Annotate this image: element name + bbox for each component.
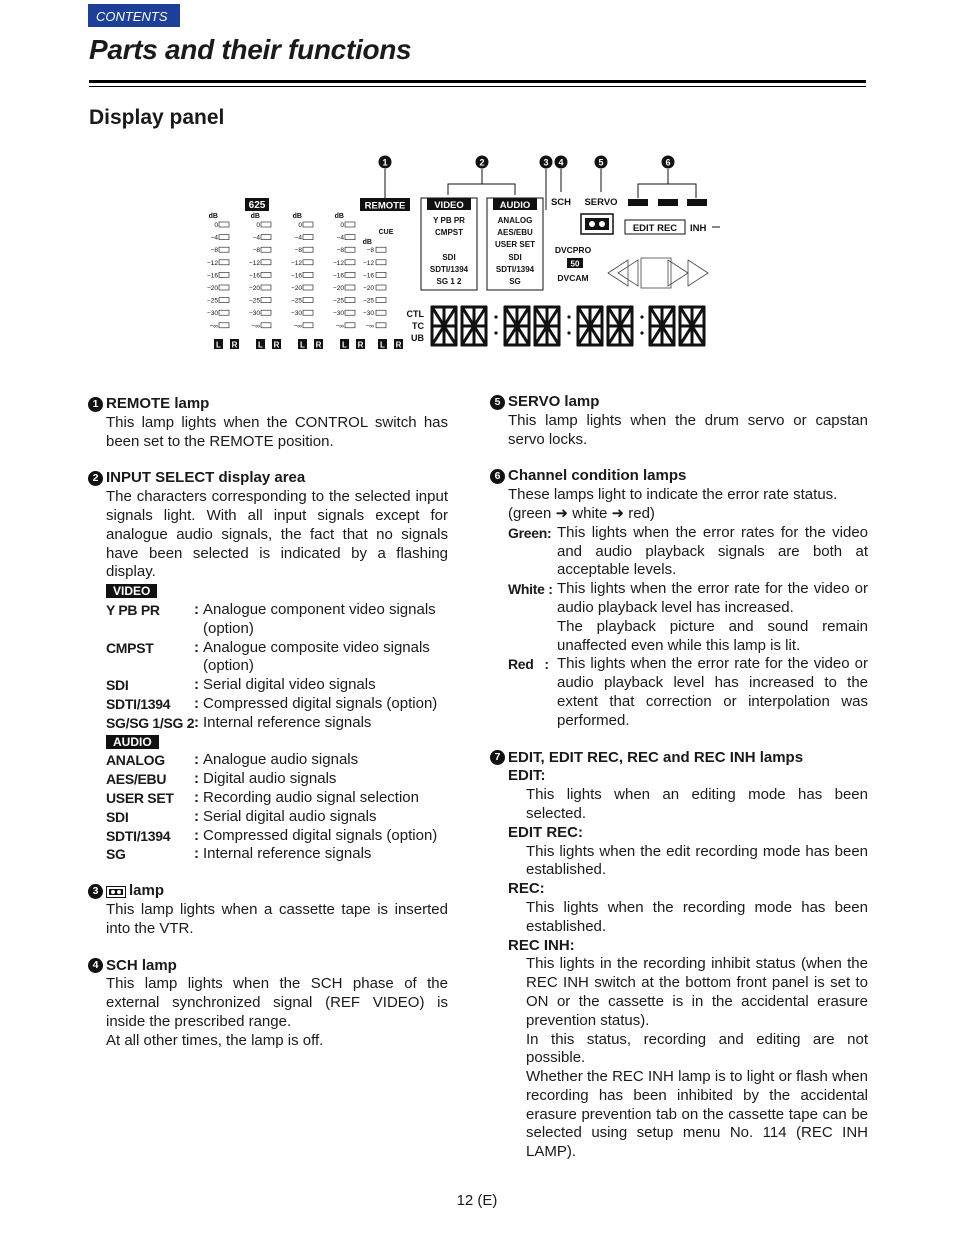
item-number: 2: [88, 471, 103, 486]
meter-tick-label: −16: [206, 272, 218, 280]
svg-text:ANALOG: ANALOG: [497, 216, 533, 225]
svg-text:UB: UB: [411, 333, 424, 343]
meter-tick-label: −8: [210, 247, 218, 255]
callout-2: [476, 156, 489, 169]
meter-segment: [219, 323, 229, 328]
svg-text:R: R: [357, 340, 364, 350]
callout-4: [555, 156, 568, 169]
meter-tick-label: −12: [332, 259, 344, 267]
svg-text:50: 50: [570, 259, 580, 269]
item-text: This lamp lights when the CONTROL switch has been set to the REMOTE position.: [106, 413, 448, 450]
svg-text:L: L: [300, 340, 305, 350]
def-row: SG : Internal reference signals: [106, 845, 372, 863]
meter-segment: [345, 310, 355, 315]
def-row: SDI : Serial digital video signals: [106, 676, 376, 694]
cue-segment: [376, 272, 386, 277]
meter-segment: [219, 272, 229, 277]
edit-def: This lights when an editing mode has been selected.: [526, 786, 868, 822]
svg-text:L: L: [342, 340, 347, 350]
meter-tick-label: −25: [248, 297, 260, 305]
def-row: AES/EBU : Digital audio signals: [106, 770, 337, 788]
item-servo-lamp: [490, 393, 868, 449]
meter-segment: [345, 285, 355, 290]
meter-segment: [303, 323, 313, 328]
item-text: This lamp lights when a cassette tape is inserted into the VTR.: [106, 900, 448, 937]
callout-6: [662, 156, 675, 169]
rec-inh-def: This lights in the recording inhibit status (when the REC INH switch at the bottom front panel is set to ON or the cassette is in the accidental erasure prevention status). In this status, recording and editing are not possible. Whether the REC INH lamp is to light or flash when recording has been inhibited by the accidental erasure prevention tab on the cassette tape can be selected using setup menu No. 114 (REC INH LAMP).: [526, 955, 868, 1161]
meter-segment: [219, 310, 229, 315]
item-text: This lamp lights when the drum servo or capstan servo locks.: [508, 411, 868, 448]
def-row: USER SET : Recording audio signal selection: [106, 788, 419, 806]
svg-text:625: 625: [248, 200, 266, 211]
meter-tick-label: −4: [336, 234, 344, 242]
meter-tick-label: 0: [214, 222, 218, 229]
item-title: INPUT SELECT display area: [106, 469, 306, 487]
cue-segment: [376, 285, 386, 290]
video-tag: VIDEO: [106, 584, 157, 598]
meter-segment: [303, 235, 313, 240]
edit-rec-term: EDIT REC:: [508, 823, 583, 841]
item-number: 5: [490, 395, 505, 410]
item-text: These lamps light to indicate the error rate status.: [508, 486, 838, 504]
def-row: SDTI/1394 : Compressed digital signals (option): [106, 694, 438, 712]
meter-segment: [345, 235, 355, 240]
timecode-digit: [432, 307, 456, 345]
def-row: SDI : Serial digital audio signals: [106, 807, 377, 825]
cue-tick-label: −∞: [365, 322, 374, 330]
cue-segment: [376, 310, 386, 315]
item-text: The characters corresponding to the selected input signals light. With all input signals except for analogue audio signals, the fact that no signals have been selected is indicated by a flashing display.: [106, 488, 448, 581]
meter-tick-label: −8: [294, 247, 302, 255]
cue-tick-label: −12: [362, 259, 374, 267]
cue-db-label: dB: [362, 239, 372, 246]
svg-text:USER SET: USER SET: [494, 240, 536, 249]
item-title: Channel condition lamps: [508, 467, 687, 485]
edit-rec-def: This lights when the edit recording mode has been established.: [526, 842, 868, 879]
cue-segment: [376, 323, 386, 328]
meter-segment: [219, 222, 229, 227]
meter-tick-label: −4: [210, 234, 218, 242]
svg-text:6: 6: [665, 157, 671, 168]
condition-red: Red : This lights when the error rate for the video or audio playback level has increased to the extent that correction or interpolation was performed.: [508, 655, 868, 729]
timecode-digit: [608, 307, 632, 345]
meter-db-label: dB: [208, 213, 218, 220]
cue-segment: [376, 298, 386, 303]
svg-text:Y PB PR: Y PB PR: [433, 216, 465, 225]
meter-segment: [219, 298, 229, 303]
rec-def: This lights when the recording mode has been established.: [526, 898, 868, 935]
svg-text:R: R: [273, 340, 280, 350]
cue-tick-label: −20: [362, 285, 374, 292]
meter-tick-label: −20: [290, 285, 302, 292]
meter-segment: [261, 272, 271, 277]
svg-text:1: 1: [382, 157, 388, 168]
svg-text:CMPST: CMPST: [435, 228, 463, 237]
meter-tick-label: −30: [206, 310, 218, 318]
meter-tick-label: −12: [248, 259, 260, 267]
svg-text:2: 2: [479, 157, 485, 168]
meter-tick-label: −25: [332, 297, 344, 305]
meter-segment: [303, 310, 313, 315]
rec-inh-term: REC INH:: [508, 936, 575, 954]
meter-db-label: dB: [334, 213, 344, 220]
meter-segment: [261, 285, 271, 290]
meter-segment: [345, 298, 355, 303]
svg-text:4: 4: [558, 157, 564, 168]
def-row: Y PB PR : Analogue component video signals (option): [106, 600, 436, 637]
meter-tick-label: −8: [336, 247, 344, 255]
meter-segment: [261, 260, 271, 265]
page-number: 12 (E): [456, 1192, 498, 1209]
channel-lamp-1: [628, 199, 648, 206]
item-title: REMOTE lamp: [106, 395, 210, 412]
right-column: [490, 393, 868, 1180]
cue-label: CUE: [378, 229, 394, 236]
cue-tick-label: −25: [362, 297, 374, 305]
arrow-right-icon: ➜: [555, 504, 569, 522]
audio-tag: AUDIO: [106, 735, 159, 749]
timecode-digit: [462, 307, 486, 345]
meter-segment: [345, 222, 355, 227]
timecode-digit: [535, 307, 559, 345]
svg-text:SG: SG: [509, 277, 521, 286]
transport-indicator-icon: [608, 258, 708, 288]
svg-text:5: 5: [598, 157, 604, 168]
meter-tick-label: −∞: [293, 322, 302, 330]
condition-green: Green: This lights when the error rates for the video and audio playback signals are both at acceptable levels.: [508, 523, 868, 579]
title-rule: [89, 80, 866, 83]
meter-segment: [345, 323, 355, 328]
timecode-separator: [640, 315, 643, 318]
meter-db-label: dB: [292, 213, 302, 220]
meter-tick-label: −∞: [251, 322, 260, 330]
level-meters: [207, 213, 403, 350]
meter-tick-label: −20: [206, 285, 218, 292]
channel-lamp-3: [687, 199, 707, 206]
timecode-digit: [650, 307, 674, 345]
section-title: Display panel: [89, 106, 225, 129]
svg-text:SDTI/1394: SDTI/1394: [495, 265, 535, 274]
meter-tick-label: 0: [298, 222, 302, 229]
cassette-icon: [106, 886, 126, 898]
timecode-separator: [494, 315, 497, 318]
item-text-2: At all other times, the lamp is off.: [106, 1031, 324, 1049]
meter-segment: [219, 235, 229, 240]
meter-segment: [303, 285, 313, 290]
display-panel-diagram: [200, 150, 720, 360]
svg-text:EDIT REC: EDIT REC: [632, 223, 678, 234]
svg-text:SCH: SCH: [550, 197, 572, 208]
meter-segment: [219, 285, 229, 290]
svg-text:R: R: [315, 340, 322, 350]
item-remote-lamp: [88, 395, 448, 451]
meter-segment: [345, 260, 355, 265]
svg-text:SDTI/1394: SDTI/1394: [429, 265, 469, 274]
meter-segment: [303, 222, 313, 227]
timecode-separator: [567, 331, 570, 334]
meter-segment: [219, 260, 229, 265]
meter-segment: [261, 222, 271, 227]
item-number: 1: [88, 397, 103, 412]
meter-segment: [303, 260, 313, 265]
timecode-separator: [640, 331, 643, 334]
edit-term: EDIT:: [508, 767, 546, 785]
meter-tick-label: −25: [206, 297, 218, 305]
condition-white: White : This lights when the error rate for the video or audio playback level has increased. The playback picture and sound remain unaffected even while this lamp is lit.: [508, 580, 868, 654]
item-channel-condition: [490, 467, 868, 730]
display-panel-svg: [200, 150, 720, 360]
callout-1: [379, 156, 392, 169]
svg-text:R: R: [231, 340, 238, 350]
meter-segment: [261, 247, 271, 252]
svg-text:INH: INH: [690, 223, 707, 234]
def-row: CMPST : Analogue composite video signals (option): [106, 638, 430, 675]
meter-tick-label: −25: [290, 297, 302, 305]
contents-link[interactable]: CONTENTS: [88, 4, 180, 27]
callout-5: [595, 156, 608, 169]
item-title: SCH lamp: [106, 956, 177, 974]
meter-tick-label: −30: [248, 310, 260, 318]
meter-tick-label: −16: [248, 272, 260, 280]
cue-tick-label: −30: [362, 310, 374, 318]
svg-text:L: L: [258, 340, 263, 350]
timecode-digit: [680, 307, 704, 345]
item-title: SERVO lamp: [508, 393, 600, 410]
meter-tick-label: −16: [290, 272, 302, 280]
left-column: [88, 395, 448, 1069]
meter-segment: [261, 298, 271, 303]
svg-text:AES/EBU: AES/EBU: [497, 228, 533, 237]
meter-tick-label: −4: [252, 234, 260, 242]
item-number: 3: [88, 884, 103, 899]
svg-text:VIDEO: VIDEO: [434, 200, 464, 211]
timecode-separator: [567, 315, 570, 318]
meter-segment: [261, 235, 271, 240]
meter-segment: [345, 272, 355, 277]
def-row: ANALOG : Analogue audio signals: [106, 751, 359, 769]
svg-text:L: L: [216, 340, 221, 350]
meter-tick-label: −20: [248, 285, 260, 292]
meter-tick-label: −∞: [209, 322, 218, 330]
timecode-display: [432, 307, 704, 345]
audio-signal-list: [88, 733, 448, 865]
svg-text:REMOTE: REMOTE: [364, 200, 406, 212]
svg-text:AUDIO: AUDIO: [499, 200, 531, 211]
cue-segment: [376, 260, 386, 265]
cue-segment: [376, 247, 386, 252]
meter-segment: [303, 247, 313, 252]
color-sequence: (green ➜ white ➜ red): [508, 504, 655, 522]
svg-text:L: L: [380, 340, 385, 350]
item-number: 6: [490, 469, 505, 484]
meter-tick-label: −∞: [335, 322, 344, 330]
meter-segment: [261, 310, 271, 315]
meter-segment: [345, 247, 355, 252]
timecode-separator: [494, 331, 497, 334]
meter-segment: [219, 247, 229, 252]
svg-text:3: 3: [543, 157, 549, 168]
cue-tick-label: −16: [362, 272, 374, 280]
meter-tick-label: −20: [332, 285, 344, 292]
meter-tick-label: −12: [206, 259, 218, 267]
meter-segment: [303, 298, 313, 303]
meter-segment: [261, 323, 271, 328]
meter-tick-label: −30: [332, 310, 344, 318]
meter-segment: [303, 272, 313, 277]
item-input-select: [88, 469, 448, 864]
video-signal-list: [88, 582, 448, 732]
item-title: lamp: [129, 882, 165, 900]
meter-tick-label: −16: [332, 272, 344, 280]
meter-tick-label: −4: [294, 234, 302, 242]
callout-3: [540, 156, 553, 169]
svg-text:SG 1 2: SG 1 2: [436, 277, 462, 286]
svg-text:SERVO: SERVO: [584, 197, 618, 208]
cue-tick-label: −8: [366, 247, 374, 255]
svg-text:SDI: SDI: [442, 253, 456, 262]
svg-text:DVCAM: DVCAM: [557, 273, 589, 283]
arrow-right-icon: ➜: [611, 504, 625, 522]
timecode-digit: [505, 307, 529, 345]
svg-text:R: R: [395, 340, 402, 350]
item-title: EDIT, EDIT REC, REC and REC INH lamps: [508, 748, 804, 766]
def-row: SG/SG 1/SG 2 : Internal reference signals: [106, 713, 372, 731]
timecode-digit: [578, 307, 602, 345]
page-title: Parts and their functions: [89, 34, 412, 65]
item-text: This lamp lights when the SCH phase of the external synchronized signal (REF VIDEO) is inside the prescribed range.: [106, 975, 448, 1030]
meter-db-label: dB: [250, 213, 260, 220]
meter-tick-label: 0: [256, 222, 260, 229]
item-number: 7: [490, 750, 505, 765]
title-rule-thin: [89, 86, 866, 87]
channel-lamp-2: [658, 199, 678, 206]
def-row: SDTI/1394 : Compressed digital signals (option): [106, 826, 438, 844]
meter-tick-label: −30: [290, 310, 302, 318]
item-cassette-lamp: [88, 882, 448, 938]
rec-term: REC:: [508, 880, 545, 898]
meter-tick-label: −8: [252, 247, 260, 255]
item-number: 4: [88, 958, 103, 973]
meter-tick-label: −12: [290, 259, 302, 267]
cassette-icon: [581, 214, 613, 234]
item-sch-lamp: [88, 957, 448, 1051]
svg-text:TC: TC: [412, 321, 424, 331]
svg-text:DVCPRO: DVCPRO: [554, 245, 592, 255]
item-edit-lamps: [490, 749, 868, 1163]
svg-text:SDI: SDI: [508, 253, 522, 262]
svg-text:CTL: CTL: [406, 309, 424, 319]
meter-tick-label: 0: [340, 222, 344, 229]
